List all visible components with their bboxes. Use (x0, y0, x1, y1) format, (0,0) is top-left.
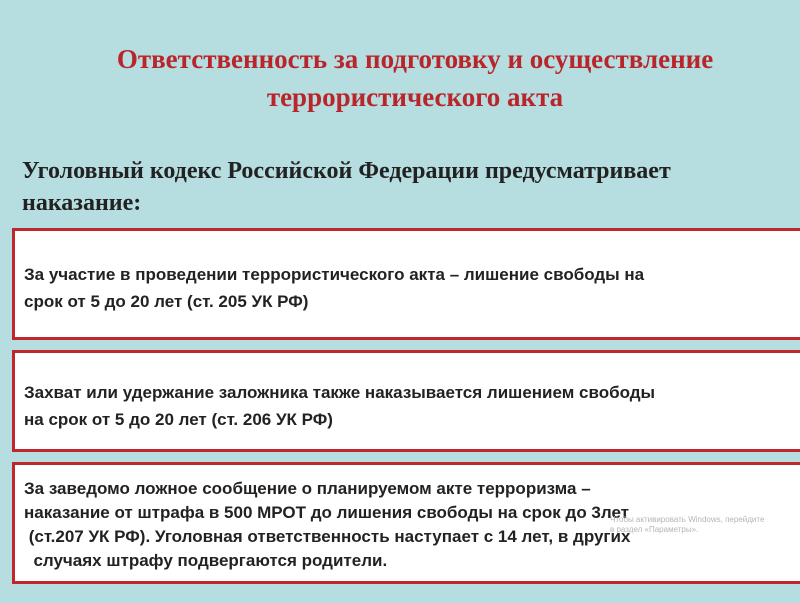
penalty-box-art-206 (12, 350, 800, 452)
penalty-box-art-205 (12, 228, 800, 340)
slide-title-line-2: террористического акта (266, 82, 564, 112)
penalty-box-line: на срок от 5 до 20 лет (ст. 206 УК РФ) (24, 410, 333, 429)
windows-activation-watermark (610, 515, 764, 535)
slide-title (40, 40, 790, 116)
watermark-line-1: Чтобы активировать Windows, перейдите (610, 515, 765, 524)
penalty-box-line: За заведомо ложное сообщение о планируемом акте терроризма – (24, 479, 591, 498)
penalty-box-line: наказание от штрафа в 500 МРОТ до лишения свободы на срок до 3лет (24, 503, 630, 522)
intro-line-1: Уголовный кодекс Российской Федерации предусматривает (22, 158, 671, 184)
penalty-box-line: случаях штрафу подвергаются родители. (24, 551, 388, 570)
penalty-box-line: За участие в проведении террористического акта – лишение свободы на (24, 265, 645, 284)
penalty-box-line: (ст.207 УК РФ). Уголовная ответственность наступает с 14 лет, в других (24, 527, 631, 546)
intro-line-2: наказание: (22, 190, 142, 216)
penalty-box-line: срок от 5 до 20 лет (ст. 205 УК РФ) (24, 292, 309, 311)
intro-text (22, 155, 790, 219)
watermark-line-2: в раздел «Параметры». (610, 525, 699, 534)
slide-title-line-1: Ответственность за подготовку и осуществление (116, 44, 714, 74)
penalty-box-text (24, 261, 800, 315)
penalty-box-line: Захват или удержание заложника также наказывается лишением свободы (24, 383, 656, 402)
penalty-box-text (24, 379, 800, 433)
